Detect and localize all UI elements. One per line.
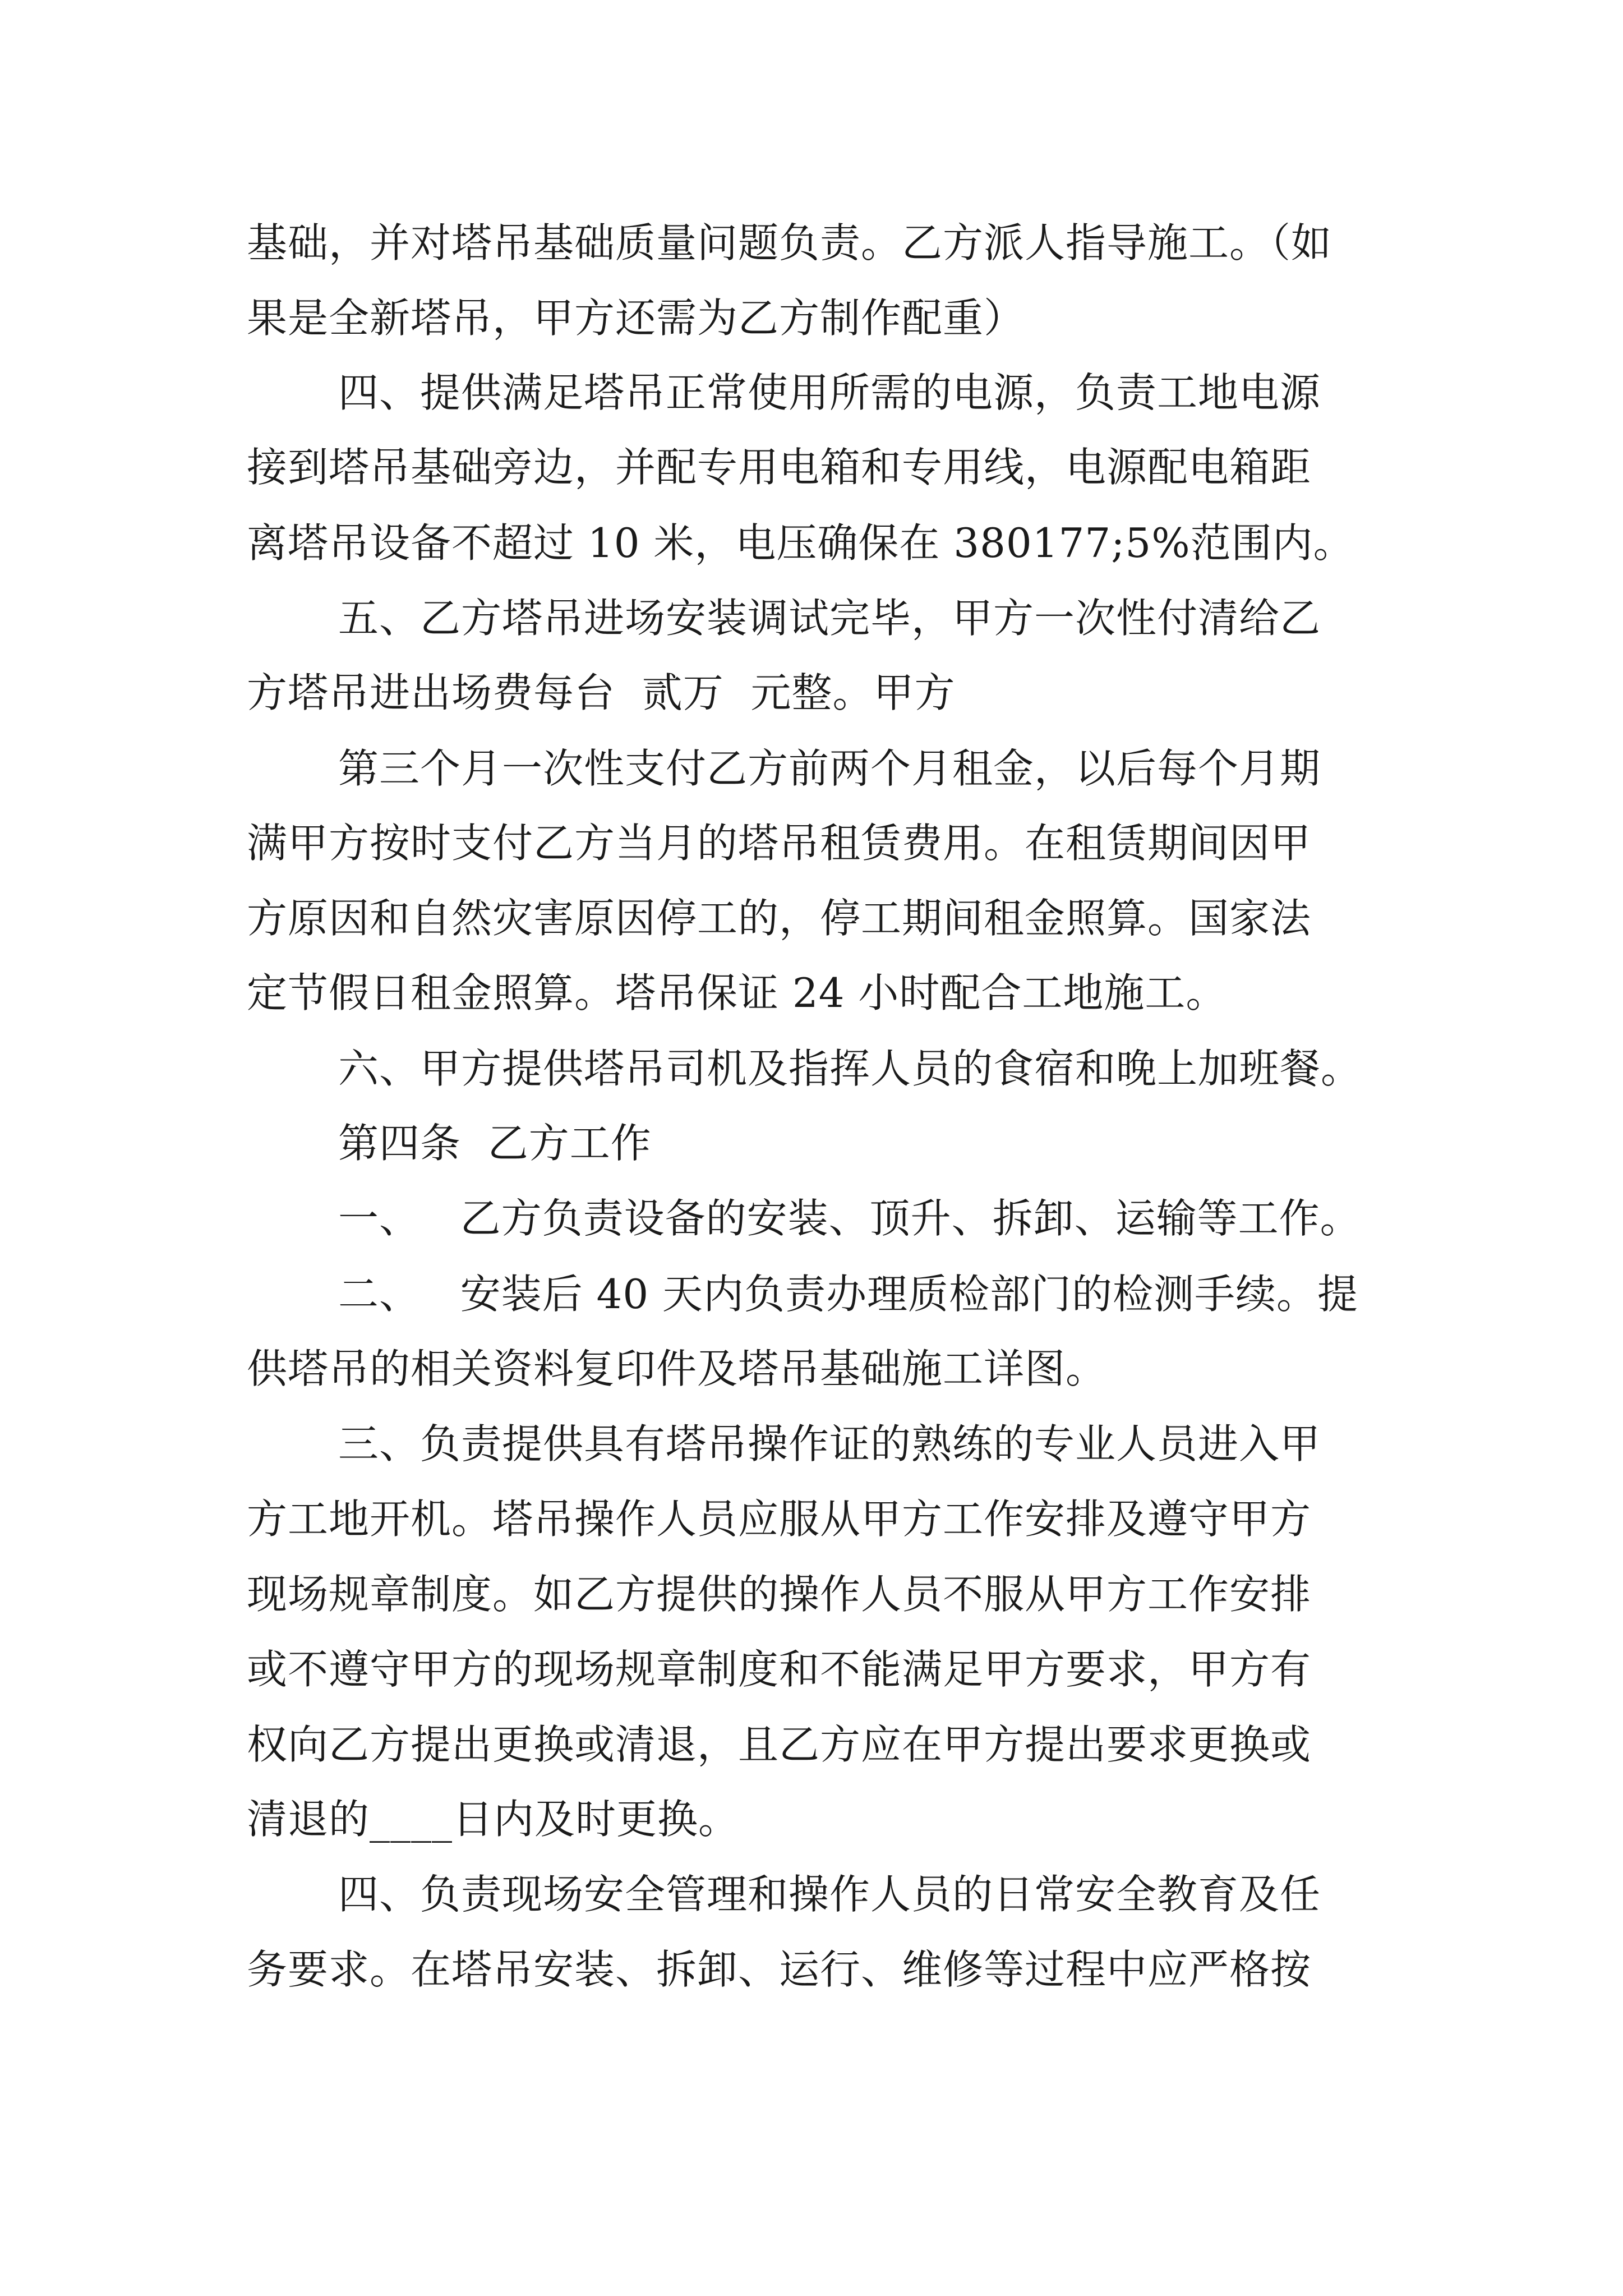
text-line: 清退的____日内及时更换。 (247, 1796, 740, 1843)
text-line: 二、 安装后 40 天内负责办理质检部门的检测手续。提 (338, 1271, 1359, 1318)
text-line: 方塔吊进出场费每台 贰万 元整。甲方 (247, 669, 956, 716)
text-line: 务要求。在塔吊安装、拆卸、运行、维修等过程中应严格按 (247, 1946, 1312, 1993)
text-line: 供塔吊的相关资料复印件及塔吊基础施工详图。 (247, 1345, 1107, 1392)
section-heading: 第四条 乙方工作 (338, 1120, 652, 1167)
text-line: 或不遵守甲方的现场规章制度和不能满足甲方要求，甲方有 (247, 1646, 1312, 1693)
text-line: 离塔吊设备不超过 10 米，电压确保在 380177;5%范围内。 (247, 519, 1354, 567)
text-line: 方工地开机。塔吊操作人员应服从甲方工作安排及遵守甲方 (247, 1496, 1312, 1543)
text-line: 权向乙方提出更换或清退，且乙方应在甲方提出要求更换或 (247, 1721, 1312, 1768)
text-line: 果是全新塔吊，甲方还需为乙方制作配重） (247, 295, 1025, 342)
text-line: 五、乙方塔吊进场安装调试完毕，甲方一次性付清给乙 (338, 595, 1321, 642)
text-line: 接到塔吊基础旁边，并配专用电箱和专用线，电源配电箱距 (247, 444, 1312, 491)
text-line: 四、提供满足塔吊正常使用所需的电源，负责工地电源 (338, 369, 1321, 416)
text-line: 方原因和自然灾害原因停工的，停工期间租金照算。国家法 (247, 895, 1312, 942)
text-line: 一、 乙方负责设备的安装、顶升、拆卸、运输等工作。 (338, 1195, 1361, 1242)
text-line: 三、负责提供具有塔吊操作证的熟练的专业人员进入甲 (338, 1420, 1321, 1467)
text-line: 定节假日租金照算。塔吊保证 24 小时配合工地施工。 (247, 969, 1227, 1016)
text-line: 六、甲方提供塔吊司机及指挥人员的食宿和晚上加班餐。 (338, 1045, 1362, 1092)
text-line: 第三个月一次性支付乙方前两个月租金，以后每个月期 (338, 745, 1321, 792)
text-line: 基础，并对塔吊基础质量问题负责。乙方派人指导施工。（如 (247, 219, 1332, 266)
text-line: 现场规章制度。如乙方提供的操作人员不服从甲方工作安排 (247, 1571, 1312, 1618)
text-line: 四、负责现场安全管理和操作人员的日常安全教育及任 (338, 1871, 1321, 1918)
text-line: 满甲方按时支付乙方当月的塔吊租赁费用。在租赁期间因甲 (247, 820, 1312, 867)
